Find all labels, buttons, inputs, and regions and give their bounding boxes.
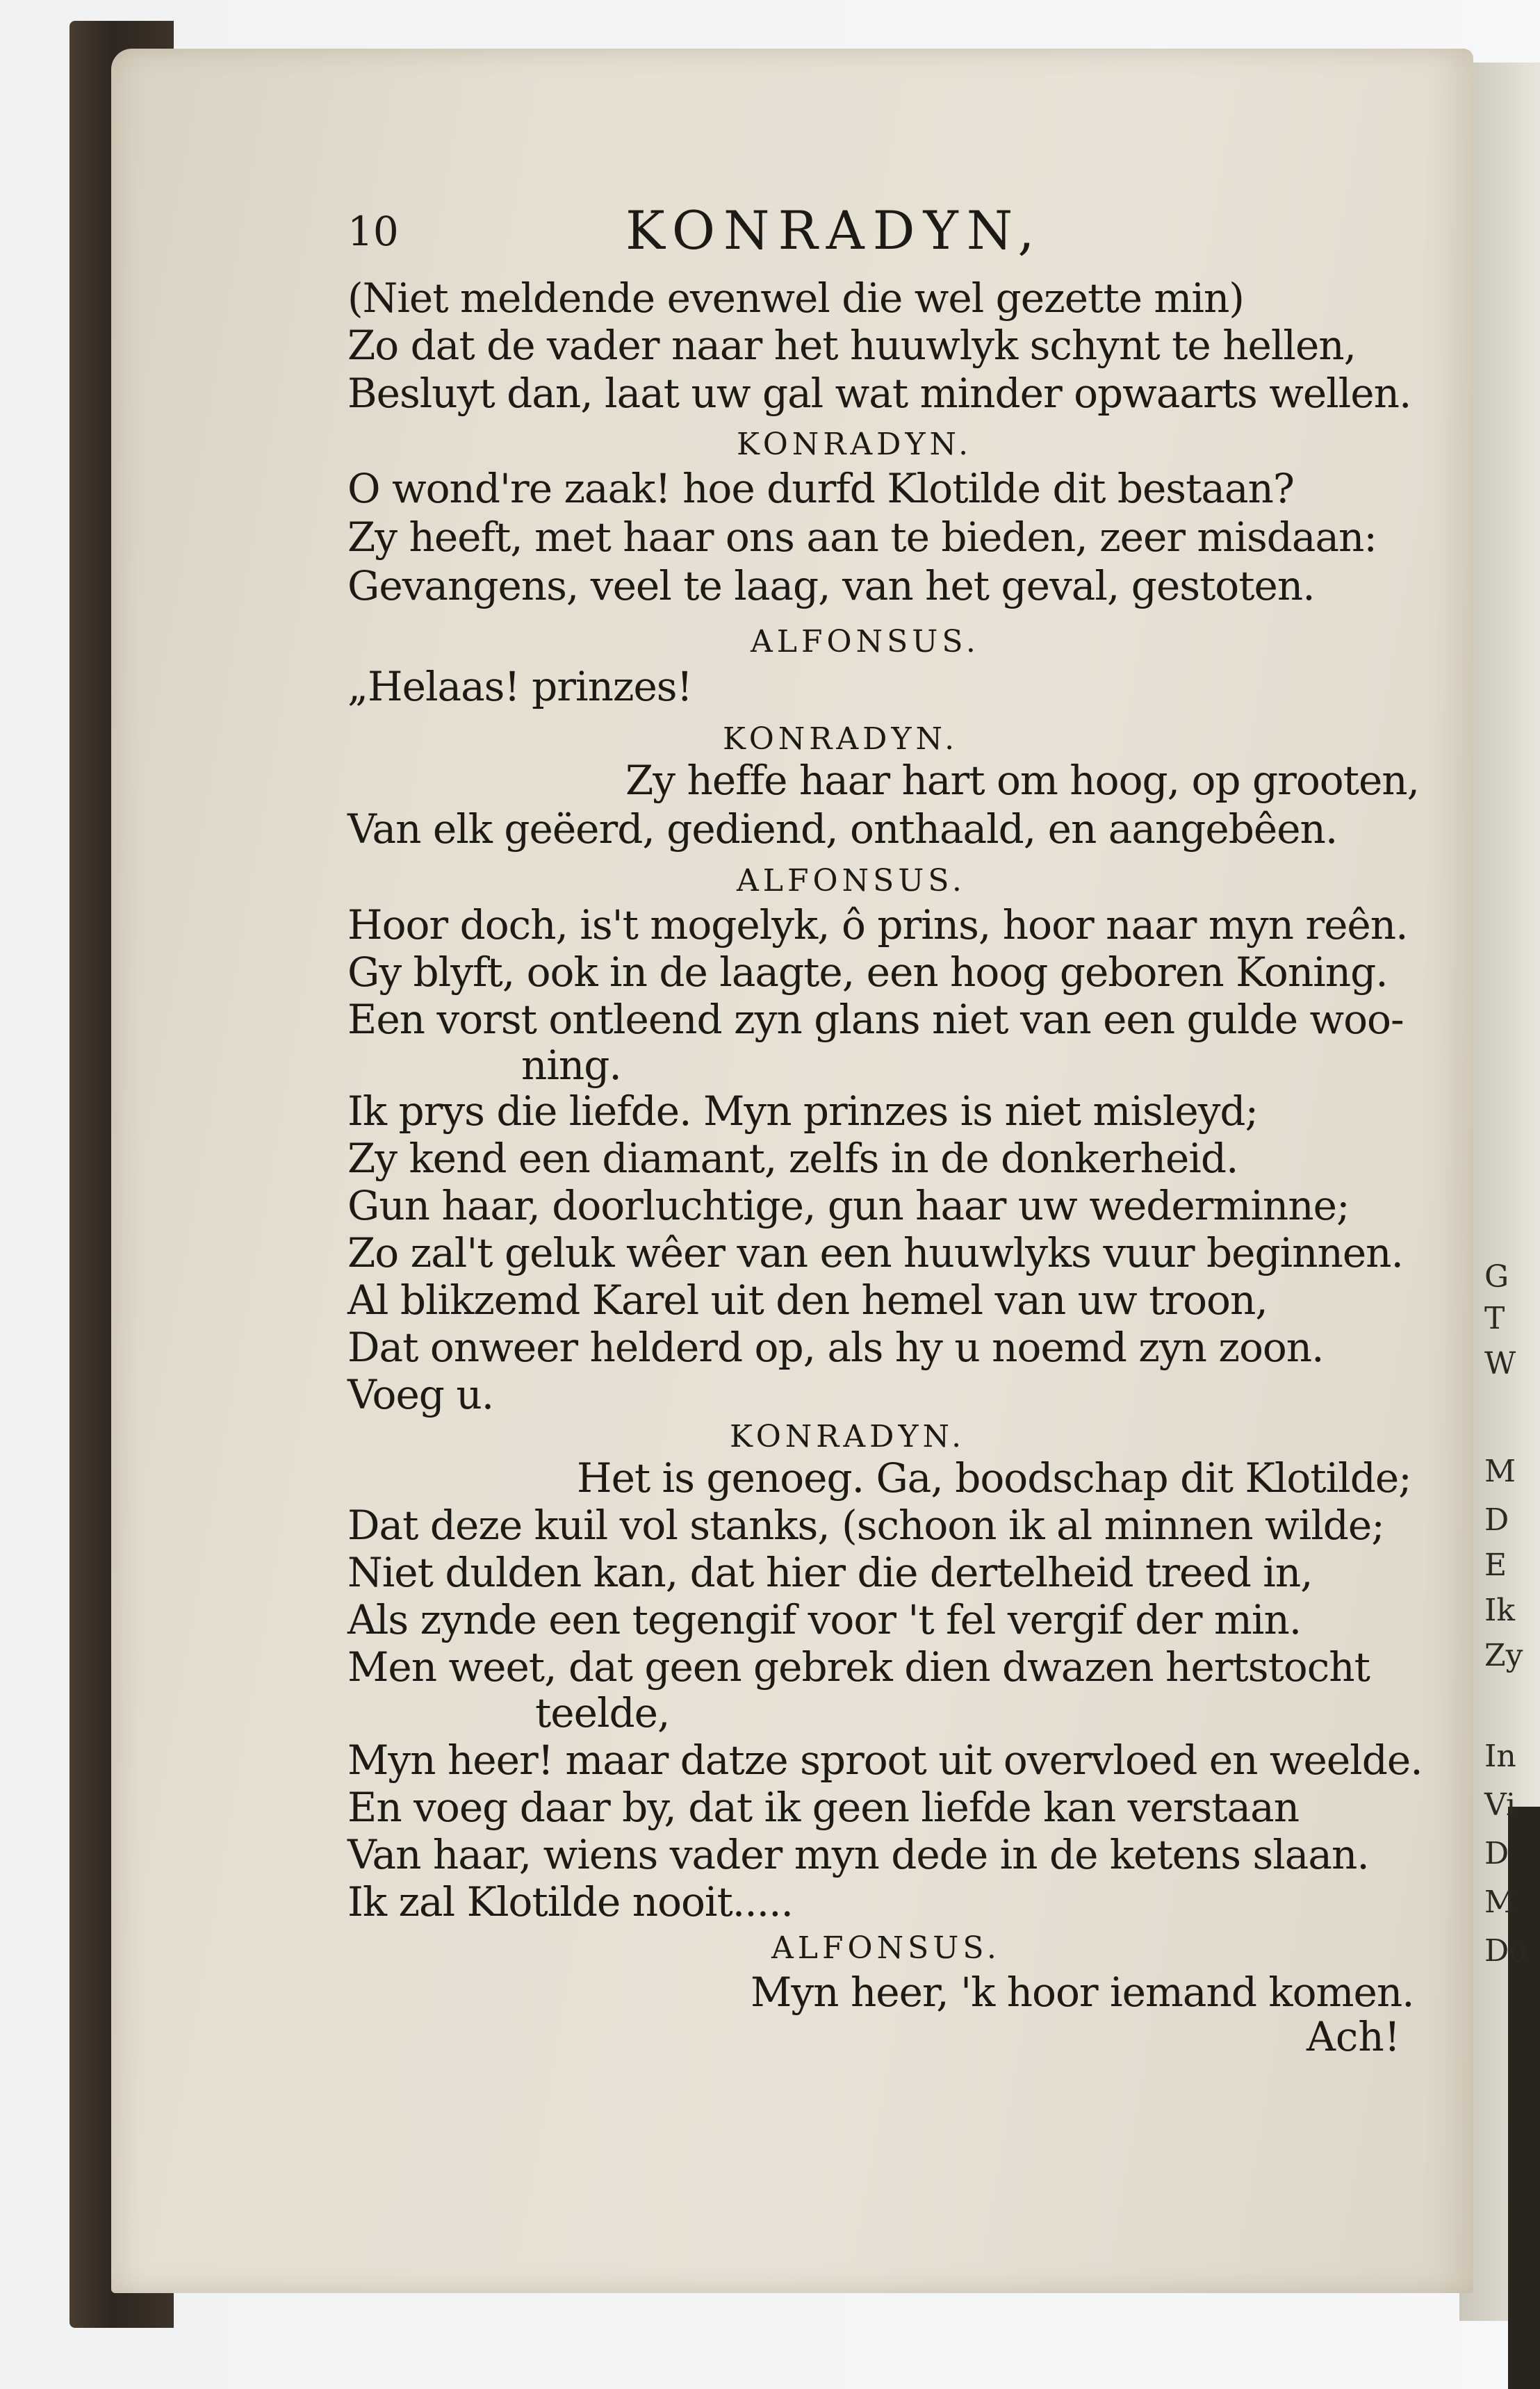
speaker-heading: ALFONSUS. <box>771 1930 1001 1966</box>
verse-line: Niet dulden kan, dat hier die dertelheid treed in, <box>347 1549 1313 1596</box>
verse-line: ning. <box>521 1042 621 1089</box>
facing-page-fragment: D <box>1484 1502 1509 1538</box>
verse-line: O wond're zaak! hoe durfd Klotilde dit bestaan? <box>347 465 1294 512</box>
verse-line: Gy blyft, ook in de laagte, een hoog geboren Koning. <box>347 949 1388 996</box>
verse-line: Het is genoeg. Ga, boodschap dit Klotilde; <box>577 1454 1411 1502</box>
verse-line: Myn heer! maar datze sproot uit overvloed en weelde. <box>347 1737 1423 1784</box>
facing-page-fragment: G <box>1484 1259 1509 1295</box>
facing-page-fragment: D <box>1484 1836 1509 1871</box>
verse-line: Gevangens, veel te laag, van het geval, gestoten. <box>347 562 1315 609</box>
verse-line: Al blikzemd Karel uit den hemel van uw troon, <box>347 1276 1268 1324</box>
verse-line: Van elk geëerd, gediend, onthaald, en aangebêen. <box>347 805 1338 853</box>
facing-page-fragment: Ik <box>1484 1593 1516 1628</box>
speaker-heading: KONRADYN. <box>723 721 959 757</box>
verse-line: Zy kend een diamant, zelfs in de donkerheid. <box>347 1135 1238 1182</box>
facing-page-fragment: Do <box>1484 1933 1527 1969</box>
page-number: 10 <box>347 208 399 255</box>
verse-line: Myn heer, 'k hoor iemand komen. <box>751 1969 1414 2016</box>
verse-line: Een vorst ontleend zyn glans niet van een gulde woo- <box>347 996 1404 1043</box>
verse-line: Dat onweer helderd op, als hy u noemd zyn zoon. <box>347 1324 1324 1371</box>
verse-line: Ik zal Klotilde nooit..... <box>347 1878 793 1926</box>
verse-line: Zo dat de vader naar het huuwlyk schynt te hellen, <box>347 322 1357 369</box>
running-title: KONRADYN, <box>625 199 1043 261</box>
catchword: Ach! <box>1306 2013 1401 2060</box>
verse-line: Besluyt dan, laat uw gal wat minder opwaarts wellen. <box>347 370 1411 417</box>
speaker-heading: ALFONSUS. <box>737 863 966 898</box>
facing-page-fragment: W <box>1484 1346 1516 1381</box>
speaker-heading: KONRADYN. <box>737 427 973 462</box>
verse-line: Zy heffe haar hart om hoog, op grooten, <box>625 757 1420 804</box>
verse-line: Zy heeft, met haar ons aan te bieden, zeer misdaan: <box>347 514 1377 561</box>
verse-line: Voeg u. <box>347 1371 494 1418</box>
verse-line: Hoor doch, is't mogelyk, ô prins, hoor naar myn reên. <box>347 901 1408 949</box>
facing-page-fragment: T <box>1484 1301 1505 1336</box>
verse-line: Zo zal't geluk wêer van een huuwlyks vuur beginnen. <box>347 1229 1403 1276</box>
facing-page-fragment: Vi <box>1484 1787 1516 1823</box>
facing-page-fragment: Zy <box>1484 1638 1523 1673</box>
verse-line: (Niet meldende evenwel die wel gezette min) <box>347 274 1244 322</box>
facing-page-fragment: M <box>1484 1454 1516 1489</box>
verse-line: Als zynde een tegengif voor 't fel vergif der min. <box>347 1596 1302 1643</box>
verse-line: En voeg daar by, dat ik geen liefde kan verstaan <box>347 1784 1300 1831</box>
facing-page-fragment: E <box>1484 1547 1507 1583</box>
verse-line: „Helaas! prinzes! <box>347 663 692 710</box>
verse-line: Ik prys die liefde. Myn prinzes is niet misleyd; <box>347 1087 1259 1135</box>
verse-line: teelde, <box>535 1689 670 1737</box>
verse-line: Men weet, dat geen gebrek dien dwazen hertstocht <box>347 1643 1370 1691</box>
speaker-heading: ALFONSUS. <box>751 624 980 659</box>
verse-line: Van haar, wiens vader myn dede in de ketens slaan. <box>347 1831 1369 1878</box>
verse-line: Dat deze kuil vol stanks, (schoon ik al minnen wilde; <box>347 1502 1384 1549</box>
facing-page-fragment: M <box>1484 1885 1516 1920</box>
facing-page-fragment: In <box>1484 1739 1516 1774</box>
verse-line: Gun haar, doorluchtige, gun haar uw wederminne; <box>347 1182 1350 1229</box>
speaker-heading: KONRADYN. <box>730 1419 966 1454</box>
